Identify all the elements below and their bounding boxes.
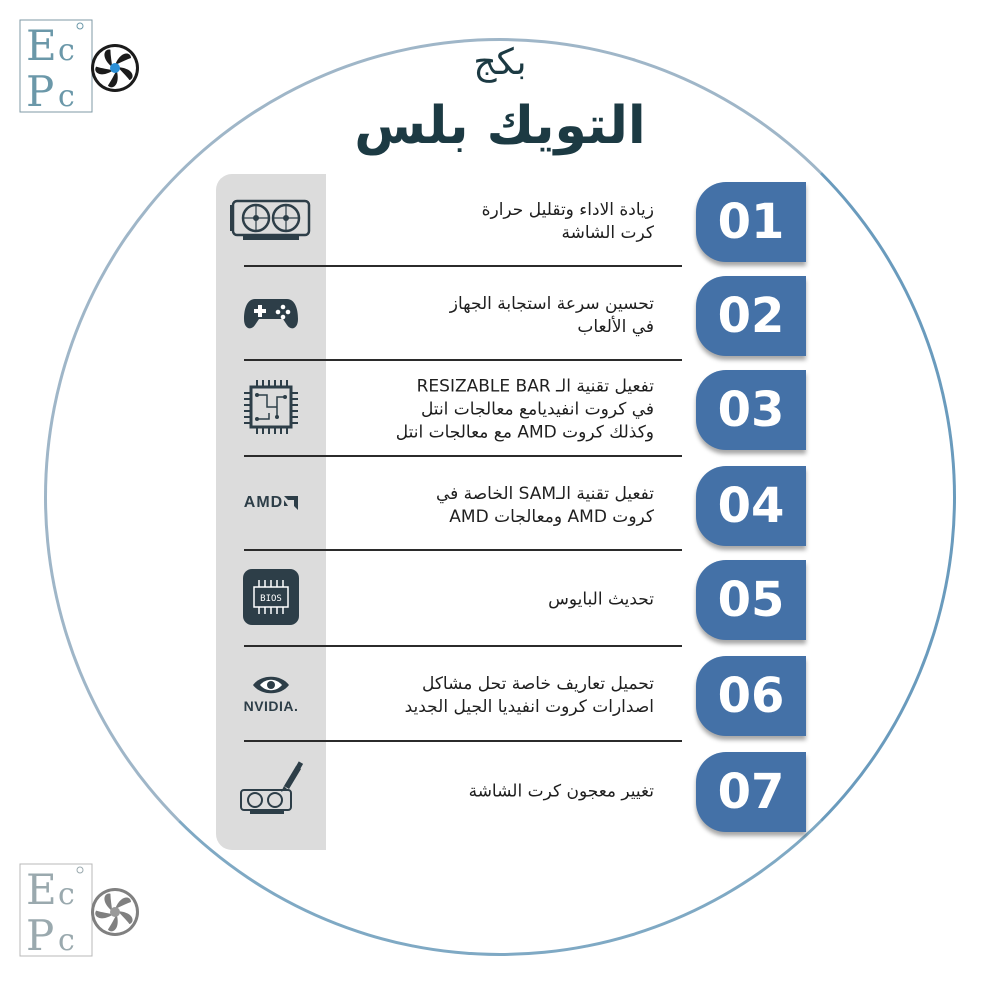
logo-letter-c2: c (58, 923, 75, 958)
fan-icon (91, 888, 139, 936)
nvidia-logo-icon: NVIDIA. (226, 648, 316, 738)
svg-text:BIOS: BIOS (260, 594, 282, 604)
divider (244, 740, 682, 742)
logo-letter-c1: c (58, 877, 75, 912)
list-item (0, 648, 1000, 744)
bios-chip-icon (226, 552, 316, 642)
item-text: تغيير معجون كرت الشاشة (468, 781, 654, 802)
logo-letter-p: P (26, 67, 55, 116)
list-item (0, 458, 1000, 554)
divider (244, 645, 682, 647)
list-item (0, 362, 1000, 458)
logo-letter-c1: c (58, 33, 75, 68)
page-title: التويك بلس (354, 96, 646, 156)
logo-letter-e: E (26, 865, 57, 914)
item-number: 06 (696, 656, 806, 736)
item-text: تفعيل تقنية الـ RESIZABLE BAR في كروت انفيديامع معالجات انتل وكذلك كروت AMD مع معالجات انتل (395, 376, 654, 443)
divider (244, 549, 682, 551)
item-text: تحميل تعاريف خاصة تحل مشاكل اصدارات كروت انفيديا الجيل الجديد (404, 674, 654, 717)
gamepad-icon (226, 268, 316, 358)
list-item (0, 268, 1000, 364)
amd-logo-icon: AMD (226, 458, 316, 548)
list-item (0, 552, 1000, 648)
item-number: 07 (696, 752, 806, 832)
item-number: 05 (696, 560, 806, 640)
ecpc-logo-bottom (14, 860, 144, 960)
item-number: 03 (696, 370, 806, 450)
thermal-paste-gpu-icon (226, 744, 316, 834)
item-text: تحسين سرعة استجابة الجهاز في الألعاب (449, 294, 654, 337)
processor-chip-icon (226, 362, 316, 452)
item-text: زيادة الاداء وتقليل حرارة كرت الشاشة (481, 200, 654, 243)
divider (244, 455, 682, 457)
logo-letter-p: P (26, 911, 55, 960)
logo-letter-c2: c (58, 79, 75, 114)
divider (244, 265, 682, 267)
list-item (0, 174, 1000, 270)
item-number: 01 (696, 182, 806, 262)
graphics-card-icon (226, 174, 316, 264)
logo-letter-e: E (26, 21, 57, 70)
list-item (0, 744, 1000, 840)
item-text: تفعيل تقنية الـSAM الخاصة في كروت AMD ومعالجات AMD (435, 484, 654, 527)
divider (244, 359, 682, 361)
package-label: بكج (473, 42, 527, 83)
item-number: 02 (696, 276, 806, 356)
item-text: تحديث البايوس (548, 589, 654, 610)
item-number: 04 (696, 466, 806, 546)
